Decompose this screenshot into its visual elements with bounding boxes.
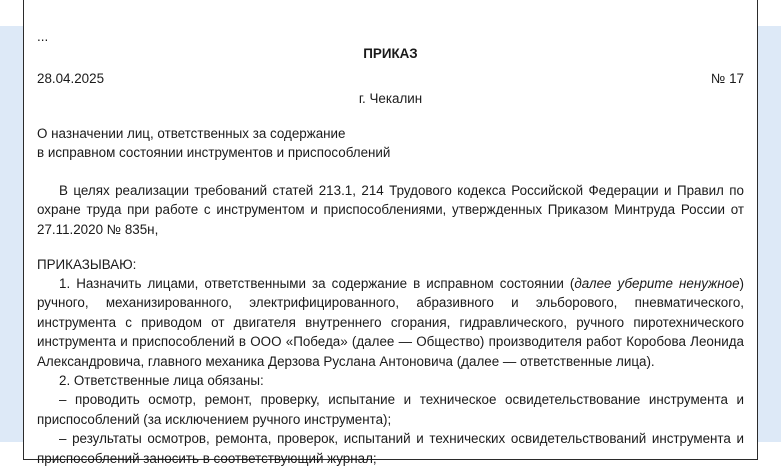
document-number: № 17 [711, 71, 744, 86]
document-city: г. Чекалин [358, 91, 423, 106]
item-1 [37, 274, 744, 371]
item-1-italic-note: далее уберите ненужное [574, 276, 740, 291]
omitted-text-marker: ... [37, 29, 49, 44]
document-page [23, 0, 758, 466]
subject-line-2: в исправном состоянии инструментов и приспособлений [37, 145, 391, 161]
order-items [37, 274, 744, 468]
document-date: 28.04.2025 [37, 71, 105, 86]
item-2-dash-2: – результаты осмотров, ремонта, проверок, испытаний и технических освидетельствований инструмента и приспособлений заносить в соответствующий журнал; [37, 431, 744, 466]
order-heading: ПРИКАЗЫВАЮ: [37, 257, 137, 272]
document-title: ПРИКАЗ [363, 46, 418, 61]
subject-line-1: О назначении лиц, ответственных за содержание [37, 126, 346, 141]
document-subject [37, 124, 744, 163]
item-1-start: 1. Назначить лицами, ответственными за содержание в исправном состоянии ( [59, 276, 575, 291]
item-2-dash-1: – проводить осмотр, ремонт, проверку, испытание и техническое освидетельствование инструмента и приспособлений (за исключением ручного инструмента); [37, 392, 744, 427]
item-2: 2. Ответственные лица обязаны: [59, 373, 264, 389]
item-1-end: ) ручного, механизированного, электрифицированного, абразивного и эльборового, пневматического, инструмента с приводом от двигателя внутреннего сгорания, гидравлического, ручного пиротехнического инструмента и приспособлений в ООО «Победа» (далее — Общество) производителя работ Коробова Леонида Александровича, главного механика Дерзова Руслана Антоновича (далее — ответственные лица). [37, 276, 744, 369]
intro-paragraph: В целях реализации требований статей 213.1, 214 Трудового кодекса Российской Федерации и Правил по охране труда при работе с инструментом и приспособлениями, утвержденных Приказом Минтруда России от 27.11.2020 № 835н, [37, 183, 744, 237]
